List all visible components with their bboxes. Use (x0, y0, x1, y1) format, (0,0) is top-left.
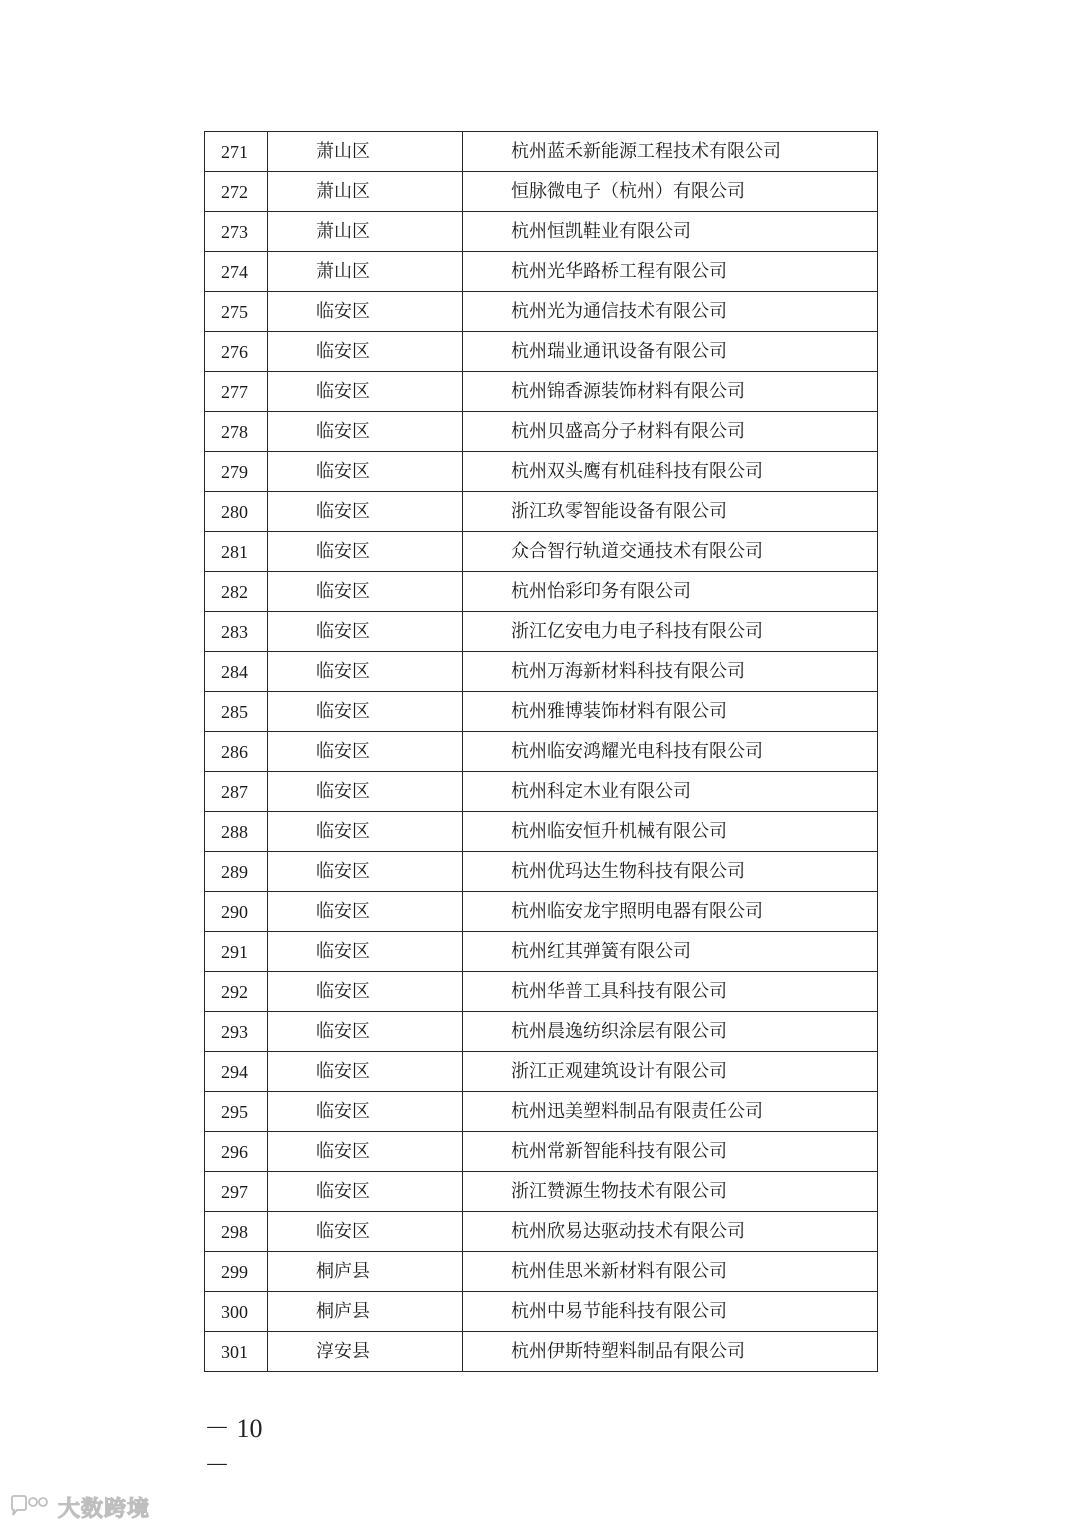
table-row (205, 612, 878, 652)
row-number: 278 (205, 412, 268, 452)
company-name-cell: 杭州晨逸纺织涂层有限公司 (463, 1012, 878, 1052)
row-number: 301 (205, 1332, 268, 1372)
company-name-cell: 杭州恒凯鞋业有限公司 (463, 212, 878, 252)
row-number: 281 (205, 532, 268, 572)
chat-bubble-logo-icon (8, 1494, 52, 1520)
row-number: 289 (205, 852, 268, 892)
row-number: 273 (205, 212, 268, 252)
company-name-cell: 杭州双头鹰有机硅科技有限公司 (463, 452, 878, 492)
watermark (8, 1490, 150, 1524)
table-row (205, 732, 878, 772)
table-row (205, 1172, 878, 1212)
company-name-cell: 杭州怡彩印务有限公司 (463, 572, 878, 612)
company-name-cell: 浙江亿安电力电子科技有限公司 (463, 612, 878, 652)
table-row (205, 812, 878, 852)
table-row (205, 212, 878, 252)
district-cell: 临安区 (268, 332, 463, 372)
row-number: 280 (205, 492, 268, 532)
district-cell: 临安区 (268, 492, 463, 532)
district-cell: 临安区 (268, 692, 463, 732)
company-name-cell: 杭州锦香源装饰材料有限公司 (463, 372, 878, 412)
district-cell: 临安区 (268, 292, 463, 332)
table-row (205, 932, 878, 972)
row-number: 298 (205, 1212, 268, 1252)
table-row (205, 1252, 878, 1292)
company-name-cell: 杭州临安鸿耀光电科技有限公司 (463, 732, 878, 772)
row-number: 284 (205, 652, 268, 692)
page-number: － 10 － (204, 1414, 263, 1480)
table-row (205, 1212, 878, 1252)
district-cell: 临安区 (268, 812, 463, 852)
company-name-cell: 杭州迅美塑料制品有限责任公司 (463, 1092, 878, 1132)
company-name-cell: 浙江正观建筑设计有限公司 (463, 1052, 878, 1092)
row-number: 299 (205, 1252, 268, 1292)
watermark-text: 大数跨境 (58, 1496, 151, 1522)
table-row (205, 252, 878, 292)
company-name-cell: 浙江赞源生物技术有限公司 (463, 1172, 878, 1212)
table-row (205, 452, 878, 492)
row-number: 279 (205, 452, 268, 492)
district-cell: 临安区 (268, 932, 463, 972)
company-name-cell: 杭州雅博装饰材料有限公司 (463, 692, 878, 732)
table-body (205, 132, 878, 1372)
table-row (205, 532, 878, 572)
company-name-cell: 杭州优玛达生物科技有限公司 (463, 852, 878, 892)
table-row (205, 692, 878, 732)
table-row (205, 1132, 878, 1172)
district-cell: 临安区 (268, 892, 463, 932)
district-cell: 萧山区 (268, 132, 463, 172)
row-number: 288 (205, 812, 268, 852)
table-row (205, 1332, 878, 1372)
district-cell: 萧山区 (268, 252, 463, 292)
company-name-cell: 杭州科定木业有限公司 (463, 772, 878, 812)
district-cell: 淳安县 (268, 1332, 463, 1372)
table-row (205, 1292, 878, 1332)
company-name-cell: 杭州光华路桥工程有限公司 (463, 252, 878, 292)
table-row (205, 332, 878, 372)
row-number: 290 (205, 892, 268, 932)
company-list-table (204, 131, 878, 1372)
table-row (205, 892, 878, 932)
district-cell: 临安区 (268, 852, 463, 892)
district-cell: 临安区 (268, 652, 463, 692)
company-name-cell: 杭州欣易达驱动技术有限公司 (463, 1212, 878, 1252)
row-number: 277 (205, 372, 268, 412)
table-row (205, 1092, 878, 1132)
district-cell: 临安区 (268, 532, 463, 572)
district-cell: 临安区 (268, 732, 463, 772)
table-row (205, 132, 878, 172)
district-cell: 临安区 (268, 1092, 463, 1132)
table-row (205, 292, 878, 332)
table-row (205, 772, 878, 812)
company-name-cell: 众合智行轨道交通技术有限公司 (463, 532, 878, 572)
row-number: 292 (205, 972, 268, 1012)
company-name-cell: 杭州常新智能科技有限公司 (463, 1132, 878, 1172)
row-number: 300 (205, 1292, 268, 1332)
table-row (205, 372, 878, 412)
district-cell: 临安区 (268, 1132, 463, 1172)
row-number: 286 (205, 732, 268, 772)
district-cell: 临安区 (268, 572, 463, 612)
row-number: 275 (205, 292, 268, 332)
company-name-cell: 杭州伊斯特塑料制品有限公司 (463, 1332, 878, 1372)
row-number: 283 (205, 612, 268, 652)
row-number: 285 (205, 692, 268, 732)
district-cell: 临安区 (268, 1052, 463, 1092)
table-row (205, 572, 878, 612)
company-name-cell: 杭州蓝禾新能源工程技术有限公司 (463, 132, 878, 172)
table-row (205, 412, 878, 452)
district-cell: 临安区 (268, 372, 463, 412)
district-cell: 萧山区 (268, 172, 463, 212)
company-name-cell: 杭州佳思米新材料有限公司 (463, 1252, 878, 1292)
row-number: 291 (205, 932, 268, 972)
district-cell: 临安区 (268, 412, 463, 452)
row-number: 297 (205, 1172, 268, 1212)
company-name-cell: 恒脉微电子（杭州）有限公司 (463, 172, 878, 212)
table-row (205, 492, 878, 532)
row-number: 295 (205, 1092, 268, 1132)
company-name-cell: 浙江玖零智能设备有限公司 (463, 492, 878, 532)
district-cell: 桐庐县 (268, 1252, 463, 1292)
company-name-cell: 杭州中易节能科技有限公司 (463, 1292, 878, 1332)
district-cell: 临安区 (268, 1212, 463, 1252)
company-name-cell: 杭州贝盛高分子材料有限公司 (463, 412, 878, 452)
company-name-cell: 杭州红其弹簧有限公司 (463, 932, 878, 972)
table-row (205, 1012, 878, 1052)
district-cell: 临安区 (268, 1012, 463, 1052)
table-row (205, 652, 878, 692)
district-cell: 临安区 (268, 612, 463, 652)
row-number: 287 (205, 772, 268, 812)
row-number: 274 (205, 252, 268, 292)
company-name-cell: 杭州万海新材料科技有限公司 (463, 652, 878, 692)
district-cell: 临安区 (268, 452, 463, 492)
district-cell: 桐庐县 (268, 1292, 463, 1332)
row-number: 272 (205, 172, 268, 212)
row-number: 294 (205, 1052, 268, 1092)
row-number: 282 (205, 572, 268, 612)
row-number: 296 (205, 1132, 268, 1172)
row-number: 293 (205, 1012, 268, 1052)
table-row (205, 972, 878, 1012)
company-name-cell: 杭州瑞业通讯设备有限公司 (463, 332, 878, 372)
district-cell: 临安区 (268, 1172, 463, 1212)
table-row (205, 1052, 878, 1092)
company-name-cell: 杭州华普工具科技有限公司 (463, 972, 878, 1012)
district-cell: 临安区 (268, 972, 463, 1012)
table-row (205, 852, 878, 892)
district-cell: 临安区 (268, 772, 463, 812)
district-cell: 萧山区 (268, 212, 463, 252)
table-row (205, 172, 878, 212)
company-name-cell: 杭州临安龙宇照明电器有限公司 (463, 892, 878, 932)
company-name-cell: 杭州光为通信技术有限公司 (463, 292, 878, 332)
row-number: 276 (205, 332, 268, 372)
row-number: 271 (205, 132, 268, 172)
company-name-cell: 杭州临安恒升机械有限公司 (463, 812, 878, 852)
